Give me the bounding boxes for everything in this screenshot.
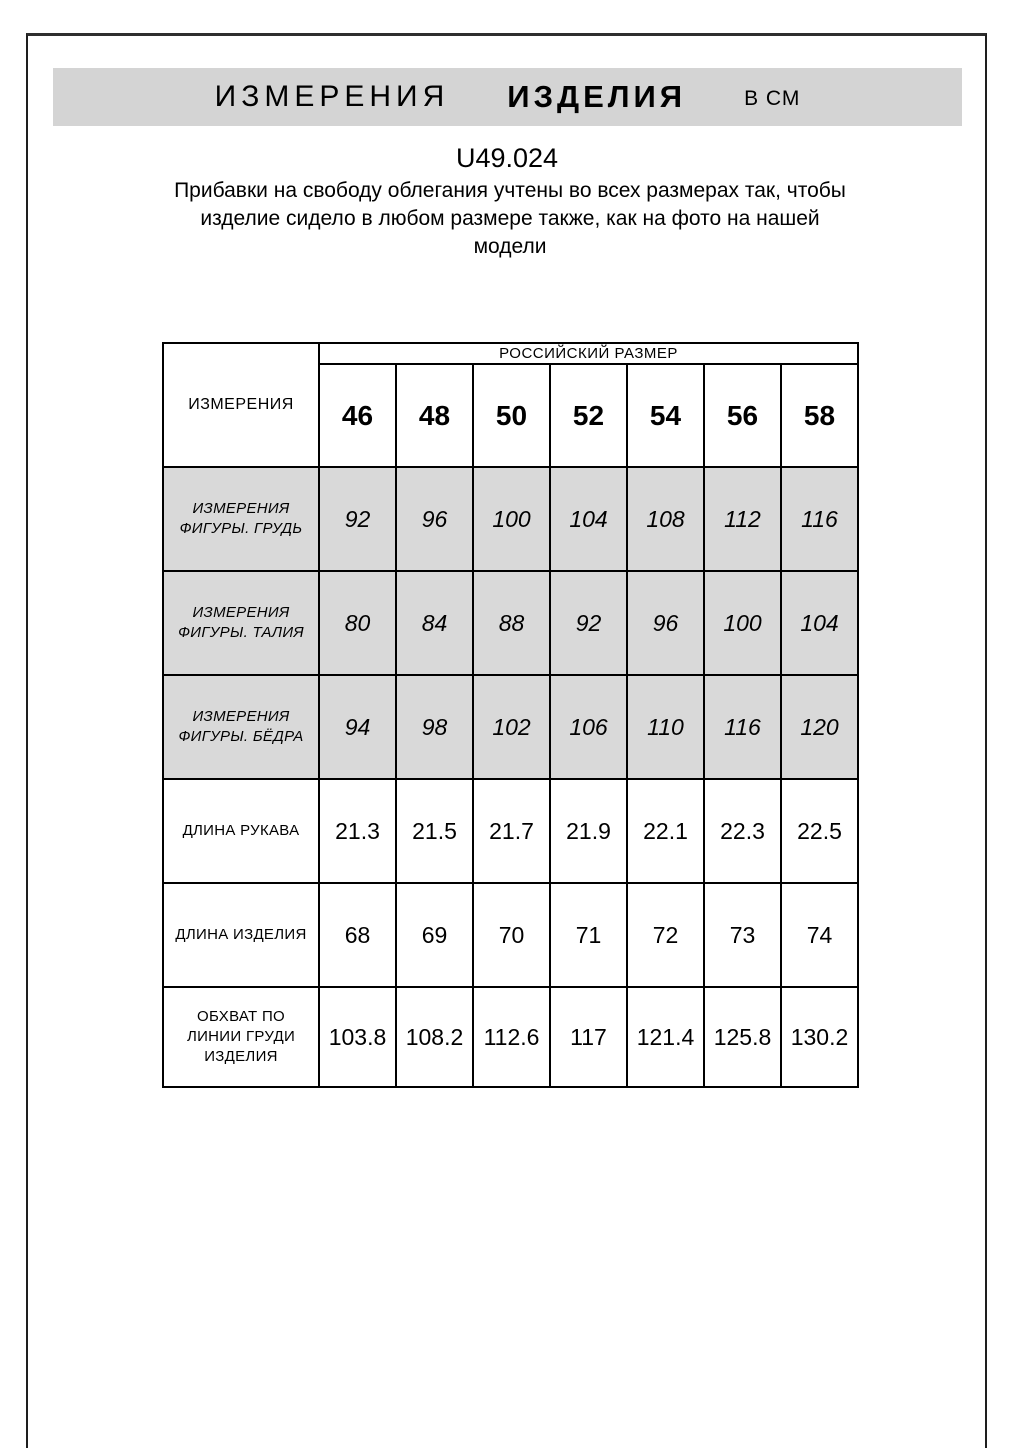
size-header-56: 56 — [704, 364, 781, 467]
size-header-46: 46 — [319, 364, 396, 467]
cell-value: 94 — [319, 675, 396, 779]
cell-value: 104 — [550, 467, 627, 571]
cell-value: 110 — [627, 675, 704, 779]
cell-value: 121.4 — [627, 987, 704, 1087]
cell-value: 96 — [627, 571, 704, 675]
cell-value: 21.5 — [396, 779, 473, 883]
cell-value: 116 — [781, 467, 858, 571]
cell-value: 112.6 — [473, 987, 550, 1087]
table-row — [163, 467, 858, 571]
cell-value: 70 — [473, 883, 550, 987]
cell-value: 106 — [550, 675, 627, 779]
cell-value: 108.2 — [396, 987, 473, 1087]
cell-value: 104 — [781, 571, 858, 675]
cell-value: 108 — [627, 467, 704, 571]
size-header-54: 54 — [627, 364, 704, 467]
cell-value: 22.5 — [781, 779, 858, 883]
cell-value: 120 — [781, 675, 858, 779]
banner-title-measurements: ИЗМЕРЕНИЯ — [214, 80, 450, 113]
table-row — [163, 987, 858, 1087]
size-header-48: 48 — [396, 364, 473, 467]
row-label: ИЗМЕРЕНИЯ ФИГУРЫ. ТАЛИЯ — [163, 571, 319, 675]
cell-value: 102 — [473, 675, 550, 779]
cell-value: 22.3 — [704, 779, 781, 883]
row-label: ДЛИНА РУКАВА — [163, 779, 319, 883]
cell-value: 92 — [550, 571, 627, 675]
fit-description: Прибавки на свободу облегания учтены во всех размерах так, чтобы изделие сидело в любом размере также, как на фото на нашей модели — [174, 179, 846, 258]
banner-unit-label: В СМ — [744, 87, 801, 110]
row-label: ИЗМЕРЕНИЯ ФИГУРЫ. ГРУДЬ — [163, 467, 319, 571]
cell-value: 21.9 — [550, 779, 627, 883]
row-label: ДЛИНА ИЗДЕЛИЯ — [163, 883, 319, 987]
cell-value: 100 — [473, 467, 550, 571]
cell-value: 88 — [473, 571, 550, 675]
size-table — [162, 342, 859, 1088]
row-label: ОБХВАТ ПО ЛИНИИ ГРУДИ ИЗДЕЛИЯ — [163, 987, 319, 1087]
cell-value: 116 — [704, 675, 781, 779]
banner-title-product: ИЗДЕЛИЯ — [507, 79, 687, 114]
cell-value: 72 — [627, 883, 704, 987]
table-group-header-row — [163, 343, 858, 364]
cell-value: 92 — [319, 467, 396, 571]
cell-value: 130.2 — [781, 987, 858, 1087]
cell-value: 125.8 — [704, 987, 781, 1087]
product-code: U49.024 — [455, 143, 559, 173]
cell-value: 21.7 — [473, 779, 550, 883]
size-header-50: 50 — [473, 364, 550, 467]
cell-value: 71 — [550, 883, 627, 987]
table-row — [163, 779, 858, 883]
size-header-58: 58 — [781, 364, 858, 467]
table-row — [163, 571, 858, 675]
cell-value: 68 — [319, 883, 396, 987]
cell-value: 69 — [396, 883, 473, 987]
header-banner — [53, 68, 962, 126]
cell-value: 96 — [396, 467, 473, 571]
cell-value: 80 — [319, 571, 396, 675]
cell-value: 22.1 — [627, 779, 704, 883]
table-row — [163, 883, 858, 987]
size-header-52: 52 — [550, 364, 627, 467]
cell-value: 117 — [550, 987, 627, 1087]
table-corner-label: ИЗМЕРЕНИЯ — [163, 343, 319, 467]
cell-value: 112 — [704, 467, 781, 571]
cell-value: 84 — [396, 571, 473, 675]
cell-value: 73 — [704, 883, 781, 987]
table-row — [163, 675, 858, 779]
row-label: ИЗМЕРЕНИЯ ФИГУРЫ. БЁДРА — [163, 675, 319, 779]
cell-value: 103.8 — [319, 987, 396, 1087]
cell-value: 21.3 — [319, 779, 396, 883]
cell-value: 74 — [781, 883, 858, 987]
cell-value: 100 — [704, 571, 781, 675]
cell-value: 98 — [396, 675, 473, 779]
russian-size-header: РОССИЙСКИЙ РАЗМЕР — [319, 343, 858, 364]
